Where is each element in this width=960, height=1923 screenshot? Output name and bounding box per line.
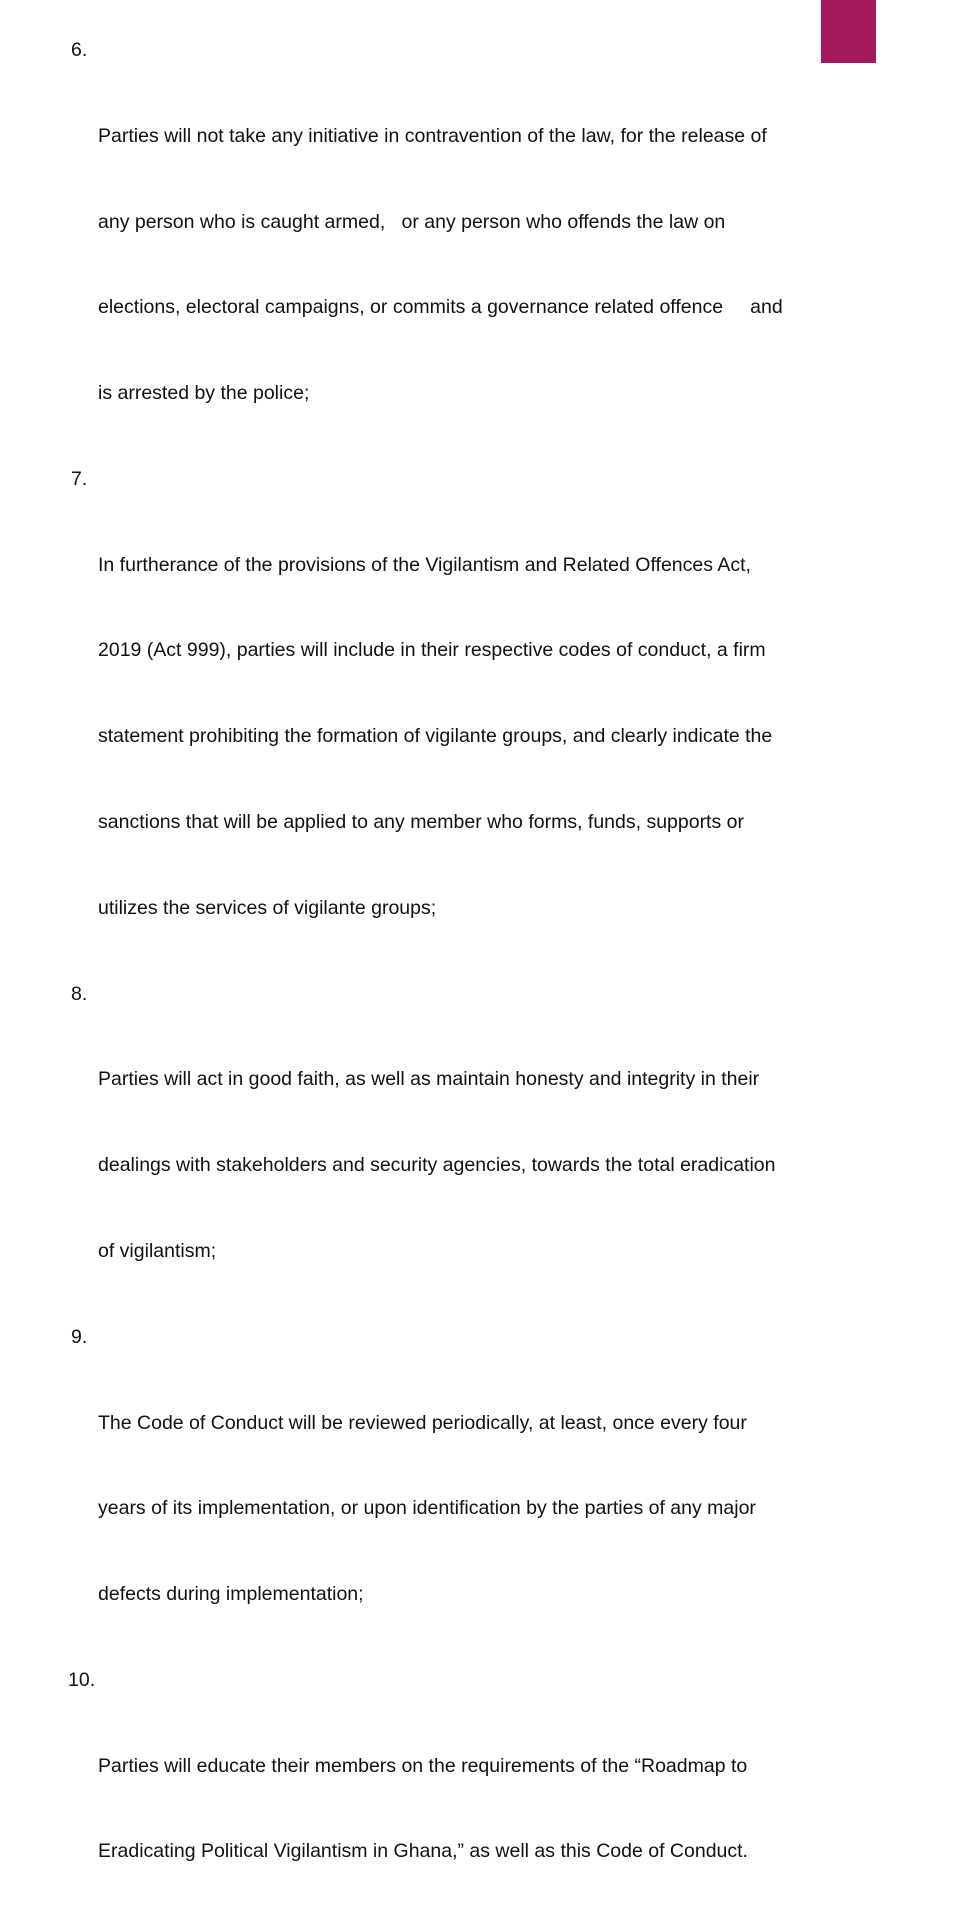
item-line: sanctions that will be applied to any member who forms, funds, supports or xyxy=(98,811,744,834)
item-number: 8. xyxy=(71,982,88,1005)
item-line: defects during implementation; xyxy=(98,1583,364,1606)
item-number: 9. xyxy=(71,1325,88,1348)
item-number: 6. xyxy=(71,39,88,61)
item-line: elections, electoral campaigns, or commits a governance related offence and xyxy=(98,296,783,319)
list-item-6 xyxy=(68,36,942,465)
item-line: Parties will not take any initiative in contravention of the law, for the release of xyxy=(98,124,767,147)
item-line: Parties will educate their members on the requirements of the “Roadmap to xyxy=(98,1754,748,1777)
list-item-7 xyxy=(68,465,942,980)
item-line: of vigilantism; xyxy=(98,1239,217,1262)
list-item-8 xyxy=(68,980,942,1323)
item-line: utilizes the services of vigilante groups; xyxy=(98,896,437,919)
list-item-10 xyxy=(68,1666,942,1923)
item-line: 2019 (Act 999), parties will include in their respective codes of conduct, a firm xyxy=(98,639,766,662)
item-line: Eradicating Political Vigilantism in Ghana,” as well as this Code of Conduct. xyxy=(98,1840,748,1863)
item-line: Parties will act in good faith, as well as maintain honesty and integrity in their xyxy=(98,1068,760,1091)
item-line: The Code of Conduct will be reviewed periodically, at least, once every four xyxy=(98,1411,747,1434)
item-line: years of its implementation, or upon identification by the parties of any major xyxy=(98,1497,756,1520)
item-line: dealings with stakeholders and security agencies, towards the total eradication xyxy=(98,1154,776,1177)
item-number: 10. xyxy=(68,1668,96,1691)
list-item-9 xyxy=(68,1323,942,1666)
item-line: is arrested by the police; xyxy=(98,382,310,405)
item-number: 7. xyxy=(71,467,88,490)
numbered-list xyxy=(68,36,942,1923)
item-line: In furtherance of the provisions of the Vigilantism and Related Offences Act, xyxy=(98,553,751,576)
item-line: any person who is caught armed, or any person who offends the law on xyxy=(98,210,726,233)
item-line: statement prohibiting the formation of vigilante groups, and clearly indicate the xyxy=(98,725,773,748)
